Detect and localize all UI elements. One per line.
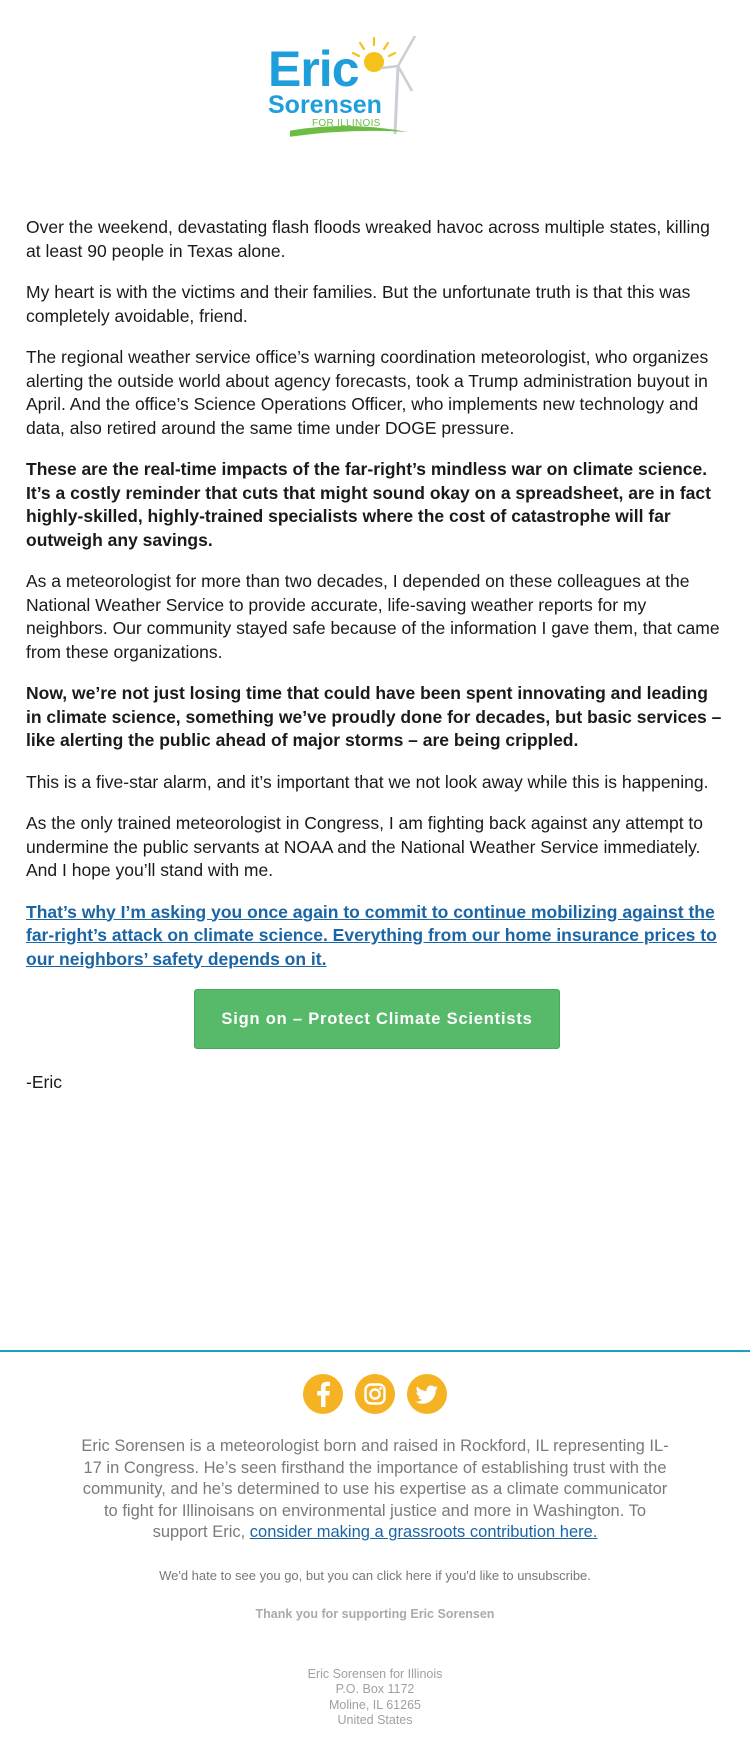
address-line: United States bbox=[337, 1713, 413, 1727]
logo-tagline: FOR ILLINOIS bbox=[312, 118, 381, 129]
about-description: Eric Sorensen is a meteorologist born and raised in Rockford, IL representing IL-17 in Congress. He’s seen firsthand the importance of establishing trust with the community, and he’s determined to use his expertise as a climate communicator to fight for Illinoisans on environmental justice and more in Washington. To support Eric, bbox=[81, 1437, 669, 1541]
sign-on-button[interactable]: Sign on – Protect Climate Scientists bbox=[194, 989, 560, 1049]
logo-name-sorensen: Sorensen bbox=[268, 91, 382, 119]
about-text bbox=[75, 1436, 675, 1544]
logo-name-eric: Eric bbox=[268, 41, 359, 97]
social-links bbox=[0, 1374, 750, 1418]
twitter-icon[interactable] bbox=[407, 1374, 447, 1414]
campaign-logo bbox=[268, 36, 460, 161]
address-line: P.O. Box 1172 bbox=[335, 1682, 415, 1696]
paragraph-meteorologist: As a meteorologist for more than two decades, I depended on these colleagues at the National Weather Service to provide accurate, life-saving weather reports for my neighbors. Our community stayed safe because of the information I gave them, that came from these organizations. bbox=[26, 571, 720, 662]
paragraph-crippled: Now, we’re not just losing time that could have been spent innovating and leading in climate science, something we’ve proudly done for decades, but basic services – like alerting the public ahead of major storms – are being crippled. bbox=[26, 683, 722, 750]
instagram-icon[interactable] bbox=[355, 1374, 395, 1414]
footer bbox=[0, 1350, 750, 1729]
contribution-link[interactable]: consider making a grassroots contribution here. bbox=[249, 1523, 598, 1541]
email-body bbox=[26, 216, 728, 1113]
cta-link[interactable]: That’s why I’m asking you once again to commit to continue mobilizing against the far-right’s attack on climate science. Everything from our home insurance prices to our neighbors’ safety depends on it. bbox=[26, 901, 717, 969]
paragraph-avoidable: My heart is with the victims and their families. But the unfortunate truth is that this was completely avoidable, friend. bbox=[26, 282, 691, 326]
cta-button-wrap bbox=[26, 989, 728, 1049]
paragraph-floods: Over the weekend, devastating flash floods wreaked havoc across multiple states, killing at least 90 people in Texas alone. bbox=[26, 217, 710, 261]
cta-paragraph bbox=[26, 901, 728, 972]
unsubscribe-text[interactable]: We'd hate to see you go, but you can click here if you'd like to unsubscribe. bbox=[159, 1567, 591, 1583]
address-line: Eric Sorensen for Illinois bbox=[307, 1666, 443, 1681]
paragraph-congress: As the only trained meteorologist in Congress, I am fighting back against any attempt to undermine the public servants at NOAA and the National Weather Service immediately. And I hope you’ll stand with me. bbox=[26, 813, 704, 880]
address-line: Moline, IL 61265 bbox=[329, 1697, 421, 1712]
paragraph-alarm: This is a five-star alarm, and it’s important that we not look away while this is happening. bbox=[26, 771, 709, 792]
paragraph-staffing: The regional weather service office’s warning coordination meteorologist, who organizes alerting the outside world about agency forecasts, took a Trump administration buyout in April. And the office’s Science Operations Officer, who implements new technology and data, also retired around the same time under DOGE pressure. bbox=[26, 347, 709, 438]
footer-divider bbox=[0, 1350, 750, 1352]
signoff: -Eric bbox=[26, 1072, 62, 1092]
mailing-address bbox=[0, 1667, 750, 1729]
facebook-icon[interactable] bbox=[303, 1374, 343, 1414]
thanks-text: Thank you for supporting Eric Sorensen bbox=[255, 1606, 495, 1621]
paragraph-impacts: These are the real-time impacts of the far-right’s mindless war on climate science. It’s a costly reminder that cuts that might sound okay on a spreadsheet, are in fact highly-skilled, highly-trained specialists where the cost of catastrophe will far outweigh any savings. bbox=[26, 459, 711, 550]
